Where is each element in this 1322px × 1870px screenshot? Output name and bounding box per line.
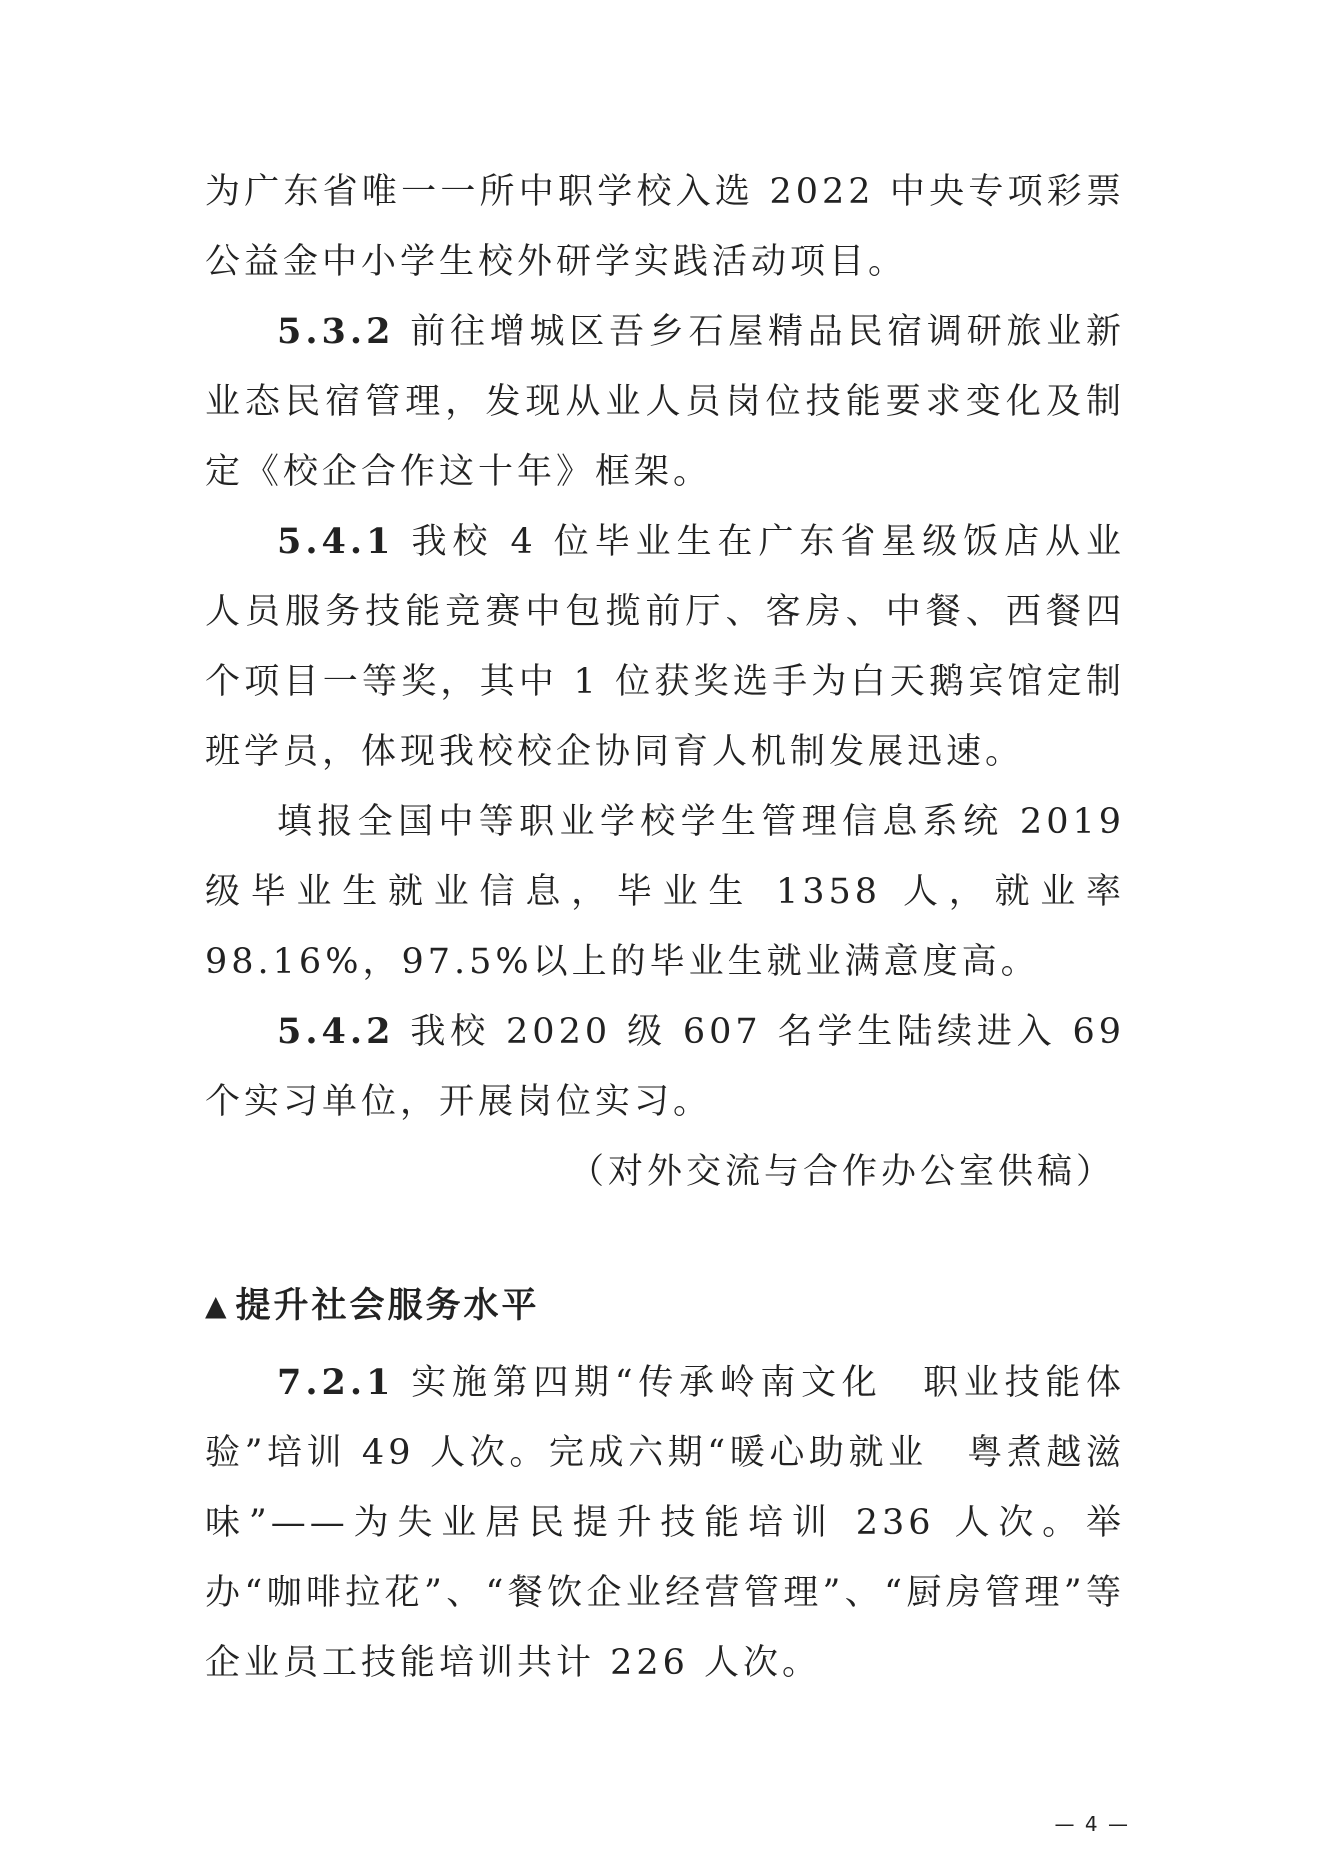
- report-section-2: [205, 1348, 1125, 1698]
- contributor-credit: （对外交流与合作办公室供稿）: [568, 1152, 1115, 1192]
- section-heading: [205, 1278, 540, 1328]
- item-number: 5.4.1: [277, 521, 395, 562]
- item-number: 5.3.2: [277, 311, 395, 352]
- item-number: 7.2.1: [277, 1362, 395, 1403]
- paragraph-employment: 填报全国中等职业学校学生管理信息系统 2019 级毕业生就业信息，毕业生 1358 人，就业率 98.16%，97.5%以上的毕业生就业满意度高。: [205, 802, 1125, 982]
- paragraph-5-3-2: 5.3.2 前往增城区吾乡石屋精品民宿调研旅业新业态民宿管理，发现从业人员岗位技能要求变化及制定《校企合作这十年》框架。: [205, 311, 1125, 492]
- report-section-1: [205, 157, 1125, 1207]
- paragraph-7-2-1: 7.2.1 实施第四期“传承岭南文化 职业技能体验”培训 49 人次。完成六期“暖心助就业 粤煮越滋味”——为失业居民提升技能培训 236 人次。举办“咖啡拉花”、“餐饮企业经营管理”、“厨房管理”等企业员工技能培训共计 226 人次。: [205, 1362, 1125, 1683]
- triangle-icon: ▲: [205, 1289, 230, 1322]
- paragraph: 为广东省唯一一所中职学校入选 2022 中央专项彩票公益金中小学生校外研学实践活动项目。: [205, 172, 1125, 282]
- page-number: — 4 —: [1054, 1812, 1130, 1836]
- item-number: 5.4.2: [277, 1011, 395, 1052]
- paragraph-5-4-2: 5.4.2 我校 2020 级 607 名学生陆续进入 69 个实习单位，开展岗位实习。: [205, 1011, 1125, 1122]
- paragraph-5-4-1: 5.4.1 我校 4 位毕业生在广东省星级饭店从业人员服务技能竞赛中包揽前厅、客房、中餐、西餐四个项目一等奖，其中 1 位获奖选手为白天鹅宾馆定制班学员，体现我校校企协同育人机制发展迅速。: [205, 521, 1125, 772]
- section-title: 提升社会服务水平: [235, 1286, 540, 1326]
